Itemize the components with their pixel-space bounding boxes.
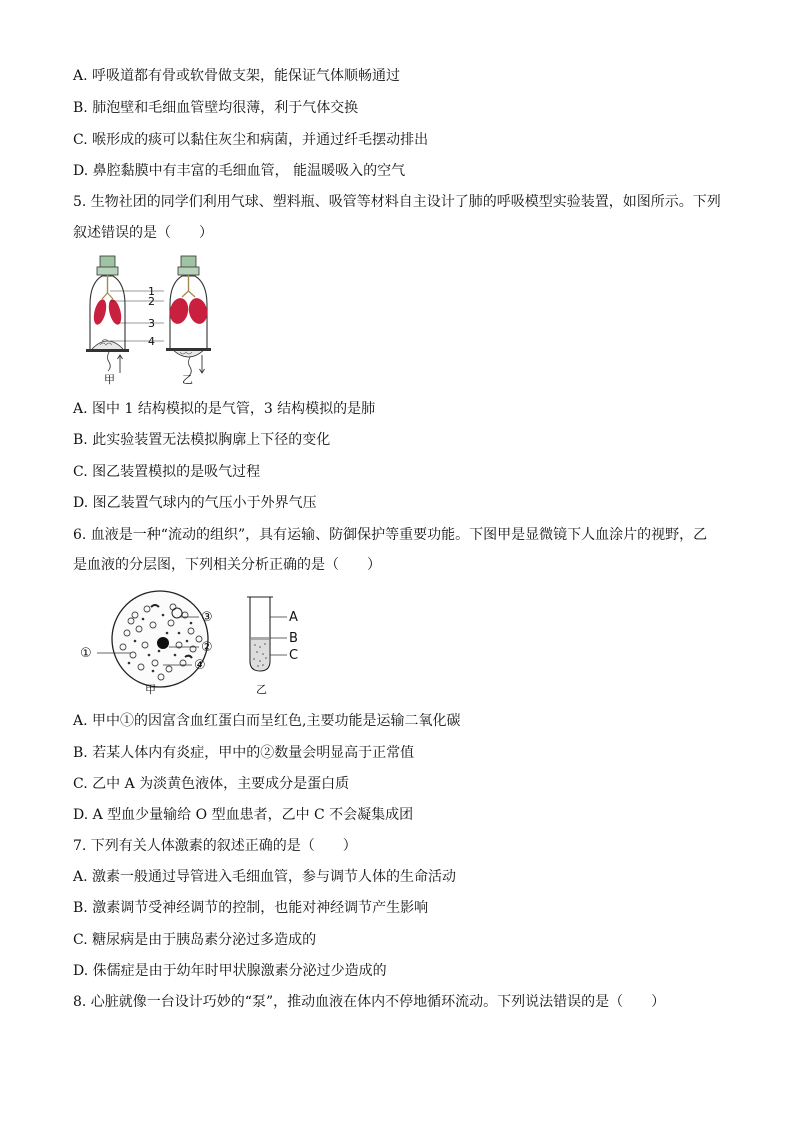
q4-option-b: B. 肺泡壁和毛细血管壁均很薄，利于气体交换 bbox=[73, 100, 359, 116]
q5-option-b: B. 此实验装置无法模拟胸廓上下径的变化 bbox=[73, 432, 331, 448]
lung-model-label-4: 4 bbox=[148, 335, 155, 348]
q7-option-b: B. 激素调节受神经调节的控制，也能对神经调节产生影响 bbox=[73, 900, 429, 916]
q4-option-d: D. 鼻腔黏膜中有丰富的毛细血管， 能温暖吸入的空气 bbox=[73, 163, 406, 179]
q5-option-d: D. 图乙装置气球内的气压小于外界气压 bbox=[73, 495, 317, 511]
tube-caption-yi: 乙 bbox=[256, 683, 267, 696]
q4-option-c: C. 喉形成的痰可以黏住灰尘和病菌，并通过纤毛摆动排出 bbox=[73, 132, 429, 148]
blood-figure bbox=[75, 585, 315, 699]
q6-option-a: A. 甲中①的因富含血红蛋白而呈红色,主要功能是运输二氧化碳 bbox=[73, 713, 461, 729]
q8-stem: 8. 心脏就像一台设计巧妙的“泵”，推动血液在体内不停地循环流动。下列说法错误的是（ ） bbox=[73, 994, 666, 1010]
q7-stem: 7. 下列有关人体激素的叙述正确的是（ ） bbox=[73, 838, 357, 854]
bottle-yi bbox=[166, 256, 211, 376]
q6-stem-line1: 6. 血液是一种“流动的组织”，具有运输、防御保护等重要功能。下图甲是显微镜下人血涂片的视野，乙 bbox=[73, 527, 708, 543]
smear-label-3: ③ bbox=[201, 610, 213, 625]
lung-model-label-2: 2 bbox=[148, 295, 155, 308]
lung-model-label-1: 1 bbox=[148, 285, 155, 298]
lung-model-caption-yi: 乙 bbox=[182, 373, 193, 386]
q5-stem-line2: 叙述错误的是（ ） bbox=[73, 225, 213, 241]
bottle-jia bbox=[86, 256, 129, 373]
lung-model-figure bbox=[80, 253, 225, 389]
test-tube-yi bbox=[247, 597, 273, 671]
q4-option-a: A. 呼吸道都有骨或软骨做支架，能保证气体顺畅通过 bbox=[73, 68, 401, 84]
q6-stem-line2: 是血液的分层图，下列相关分析正确的是（ ） bbox=[73, 557, 381, 573]
smear-label-2: ② bbox=[201, 640, 213, 655]
q5-option-c: C. 图乙装置模拟的是吸气过程 bbox=[73, 464, 261, 480]
lung-model-label-3: 3 bbox=[148, 317, 155, 330]
lung-model-caption-jia: 甲 bbox=[104, 373, 115, 386]
q7-option-c: C. 糖尿病是由于胰岛素分泌过多造成的 bbox=[73, 932, 317, 948]
smear-label-4: ④ bbox=[194, 658, 206, 673]
q6-option-b: B. 若某人体内有炎症，甲中的②数量会明显高于正常值 bbox=[73, 745, 415, 761]
q6-option-c: C. 乙中 A 为淡黄色液体，主要成分是蛋白质 bbox=[73, 776, 350, 792]
tube-label-a: A bbox=[289, 610, 298, 625]
q7-option-d: D. 侏儒症是由于幼年时甲状腺激素分泌过少造成的 bbox=[73, 963, 387, 979]
q5-stem-line1: 5. 生物社团的同学们利用气球、塑料瓶、吸管等材料自主设计了肺的呼吸模型实验装置，如图所示。下列 bbox=[73, 194, 721, 210]
tube-label-c: C bbox=[289, 648, 299, 663]
q6-option-d: D. A 型血少量输给 O 型血患者，乙中 C 不会凝集成团 bbox=[73, 807, 414, 823]
q5-option-a: A. 图中 1 结构模拟的是气管，3 结构模拟的是肺 bbox=[73, 401, 376, 417]
smear-caption-jia: 甲 bbox=[145, 683, 156, 696]
q7-option-a: A. 激素一般通过导管进入毛细血管，参与调节人体的生命活动 bbox=[73, 869, 457, 885]
smear-label-1: ① bbox=[80, 646, 92, 661]
tube-label-b: B bbox=[289, 631, 298, 646]
